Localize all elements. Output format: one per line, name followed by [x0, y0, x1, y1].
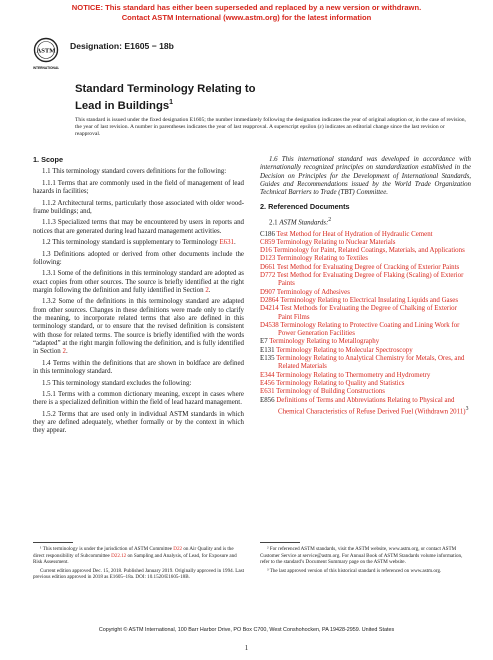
reference-item [260, 372, 471, 380]
reference-code[interactable]: D4214 [260, 305, 279, 313]
reference-code[interactable]: D907 [260, 288, 276, 296]
supersession-notice [0, 3, 493, 22]
reference-title[interactable]: Terminology of Adhesives [275, 288, 350, 296]
reference-title[interactable]: Terminology of Building Constructions [274, 388, 385, 396]
link-d22-12[interactable]: D22.12 [111, 552, 127, 559]
reference-code[interactable]: C859 [260, 238, 275, 246]
referenced-documents-heading: 2. Referenced Documents [260, 202, 350, 212]
para-1-3-2: 1.3.2 Some of the definitions in this terminology standard are adapted from other sources. Changes in these definitions were made only to clarify the meaning, to incorporate related terms that also are defined in this terminology standard, or to ensure that the revised definition is consistent with those for related terms. The source is briefly identified with the words “adapted” at the right margin following the definition, and is fully identified in Section 2. [33, 298, 244, 356]
footnote-mark-2[interactable]: 2 [328, 216, 332, 223]
logo-text: ASTM [36, 47, 56, 55]
reference-item [260, 297, 471, 305]
para-1-3: 1.3 Definitions adopted or derived from other documents include the following: [33, 250, 244, 266]
reference-code[interactable]: E456 [260, 379, 275, 387]
reference-code[interactable]: D4538 [260, 321, 279, 329]
footnote-mark-3[interactable]: 3 [465, 405, 469, 412]
copyright-footer: Copyright © ASTM International, 100 Barr Harbor Drive, PO Box C700, West Conshohocken, PA 19428-2959. United States [98, 627, 395, 633]
reference-item [260, 231, 471, 239]
reference-title[interactable]: Terminology for Paint, Related Coatings, Materials, and Applications [271, 247, 465, 255]
reference-title[interactable]: Terminology Relating to Thermometry and Hydrometry [274, 371, 431, 379]
reference-title[interactable]: Definitions of Terms and Abbreviations Relating to Physical and Chemical Characteristics of Refuse Derived Fuel (Withdrawn 2011) [274, 396, 466, 416]
reference-code: E7 [260, 338, 268, 346]
para-1-1-1: 1.1.1 Terms that are commonly used in the field of management of lead hazards in facilities; [33, 179, 244, 196]
reference-title[interactable]: Terminology Relating to Analytical Chemistry for Metals, Ores, and Related Materials [274, 355, 465, 371]
reference-title[interactable]: Test Methods for Evaluating the Degree of Chalking of Exterior Paint Films [278, 305, 457, 321]
reference-title[interactable]: Test Method for Heat of Hydration of Hydraulic Cement [274, 230, 433, 238]
reference-item [260, 347, 471, 355]
reference-title[interactable]: Terminology Relating to Electrical Insulating Liquids and Gases [278, 296, 459, 304]
footnote-2: ² For referenced ASTM standards, visit the ASTM website, www.astm.org, or contact ASTM Customer Service at service@astm.org. For Annual Book of ASTM Standards volume information, refer to the standard’s Document Summary page on the ASTM website. [260, 546, 463, 565]
title-line-2: Lead in Buildings [75, 99, 170, 112]
para-1-2: 1.2 This terminology standard is supplementary to Terminology E631. [42, 239, 236, 247]
reference-code[interactable]: D2864 [260, 296, 279, 304]
reference-title[interactable]: Test Method for Evaluating Degree of Cracking of Exterior Paints [275, 263, 460, 271]
reference-title[interactable]: Terminology Relating to Metallography [267, 338, 380, 346]
para-1-1: 1.1 This terminology standard covers definitions for the following: [42, 168, 227, 176]
astm-logo [33, 36, 59, 76]
link-section-2[interactable]: 2 [62, 348, 66, 356]
reference-item [260, 239, 471, 247]
para-1-1-2: 1.1.2 Architectural terms, particularly those associated with older wood-frame buildings; and, [33, 199, 244, 215]
reference-item [260, 264, 471, 272]
reference-title[interactable]: Terminology Relating to Protective Coating and Lining Work for Power Generation Facilities [278, 321, 460, 338]
reference-title[interactable]: Terminology Relating to Nuclear Materials [274, 238, 396, 246]
para-1-3-1: 1.3.1 Some of the definitions in this terminology standard are adopted as exact copies from other sources. The source is briefly identified at the right margin following the definition and fully identified in Section 2. [33, 270, 244, 294]
reference-code: E856 [260, 396, 275, 404]
link-section-2[interactable]: 2 [205, 286, 209, 294]
designation: Designation: E1605 − 18b [70, 41, 174, 51]
para-1-1-3: 1.1.3 Specialized terms that may be encountered by users in reports and notices that are generated during lead hazard management activities. [33, 219, 244, 235]
reference-code[interactable]: D123 [260, 255, 276, 263]
footnotes-right [260, 546, 471, 576]
para-1-5: 1.5 This terminology standard excludes the following: [42, 379, 192, 387]
right-column [260, 156, 471, 416]
reference-item [260, 388, 471, 396]
para-1-5-2: 1.5.2 Terms that are used only in individual ASTM standards in which they are defined adequately, whether formally or by the context in which they appear. [33, 410, 244, 435]
document-title [75, 82, 256, 113]
reference-item [260, 397, 471, 417]
notice-line-2: Contact ASTM International (www.astm.org) for the latest information [121, 12, 372, 22]
issuance-note: This standard is issued under the fixed designation E1605; the number immediately following the designation indicates the year of original adoption or, in the case of revision, the year of last revision. A number in parentheses indicates the year of last reapproval. A superscript epsilon (ε) indicates an editorial change since the last revision or reapproval. [75, 117, 466, 138]
link-d22[interactable]: D22 [173, 546, 183, 552]
reference-item [260, 272, 471, 289]
title-footnote-mark[interactable]: 1 [169, 99, 174, 106]
para-1-6: 1.6 This international standard was developed in accordance with internationally recognized principles on standardization established in the Decision on Principles for the Development of International Standards, Guides and Recommendations issued by the World Trade Organization Technical Barriers to Trade (TBT) Committee. [260, 156, 471, 197]
reference-code[interactable]: E344 [260, 371, 275, 379]
page-number: 1 [244, 644, 249, 652]
reference-code[interactable]: D16 [260, 247, 272, 255]
footnote-rule-right [260, 542, 300, 543]
reference-title[interactable]: Terminology Relating to Quality and Statistics [274, 379, 405, 387]
reference-title[interactable]: Test Method for Evaluating Degree of Flaking (Scaling) of Exterior Paints [275, 272, 464, 288]
logo-subtext: INTERNATIONAL [33, 66, 59, 70]
reference-code[interactable]: E631 [260, 388, 275, 396]
footnotes-left [33, 546, 244, 583]
scope-heading: 1. Scope [33, 155, 64, 164]
notice-line-1: NOTICE: This standard has either been superseded and replaced by a new version or withdrawn. [71, 3, 422, 12]
link-e631[interactable]: E631 [219, 239, 234, 247]
reference-code: E131 [260, 346, 275, 354]
referenced-standards-list [260, 231, 471, 417]
para-2-1: 2.1 ASTM Standards:$^2$ [269, 216, 332, 227]
reference-item [260, 305, 471, 322]
reference-item [260, 322, 471, 339]
para-1-4: 1.4 Terms within the definitions that are shown in boldface are defined in this terminology standard. [33, 359, 244, 376]
reference-title[interactable]: Terminology Relating to Textiles [275, 255, 368, 263]
reference-code: E135 [260, 355, 275, 363]
reference-item [260, 255, 471, 263]
left-column [33, 156, 244, 439]
reference-code[interactable]: D772 [260, 272, 276, 280]
reference-item [260, 355, 471, 372]
footnote-3: ³ The last approved version of this historical standard is referenced on www.astm.org. [267, 567, 442, 574]
reference-title[interactable]: Terminology Relating to Molecular Spectroscopy [274, 346, 413, 354]
reference-item [260, 380, 471, 388]
reference-item [260, 247, 471, 255]
para-1-5-1: 1.5.1 Terms with a common dictionary meaning, except in cases where there is a specialized definition within the field of lead hazard management. [33, 391, 244, 407]
footnote-rule-left [33, 542, 73, 543]
reference-item [260, 338, 471, 346]
footnote-1: ¹ This terminology is under the jurisdiction of ASTM Committee D22 on Air Quality and is the direct responsibility of Subcommittee D22.12 on Sampling and Analysis, of Lead, for Exposure and Risk Assessment. [33, 546, 237, 565]
reference-item [260, 289, 471, 297]
footnote-1-edition: Current edition approved Dec. 15, 2018. Published January 2019. Originally approved in 1994. Last previous edition approved in 2018 as E1605–18a. DOI: 10.1520/E1605-18B. [33, 567, 244, 580]
title-line-1: Standard Terminology Relating to [75, 83, 256, 95]
reference-code: C186 [260, 230, 275, 238]
reference-code[interactable]: D661 [260, 263, 276, 271]
